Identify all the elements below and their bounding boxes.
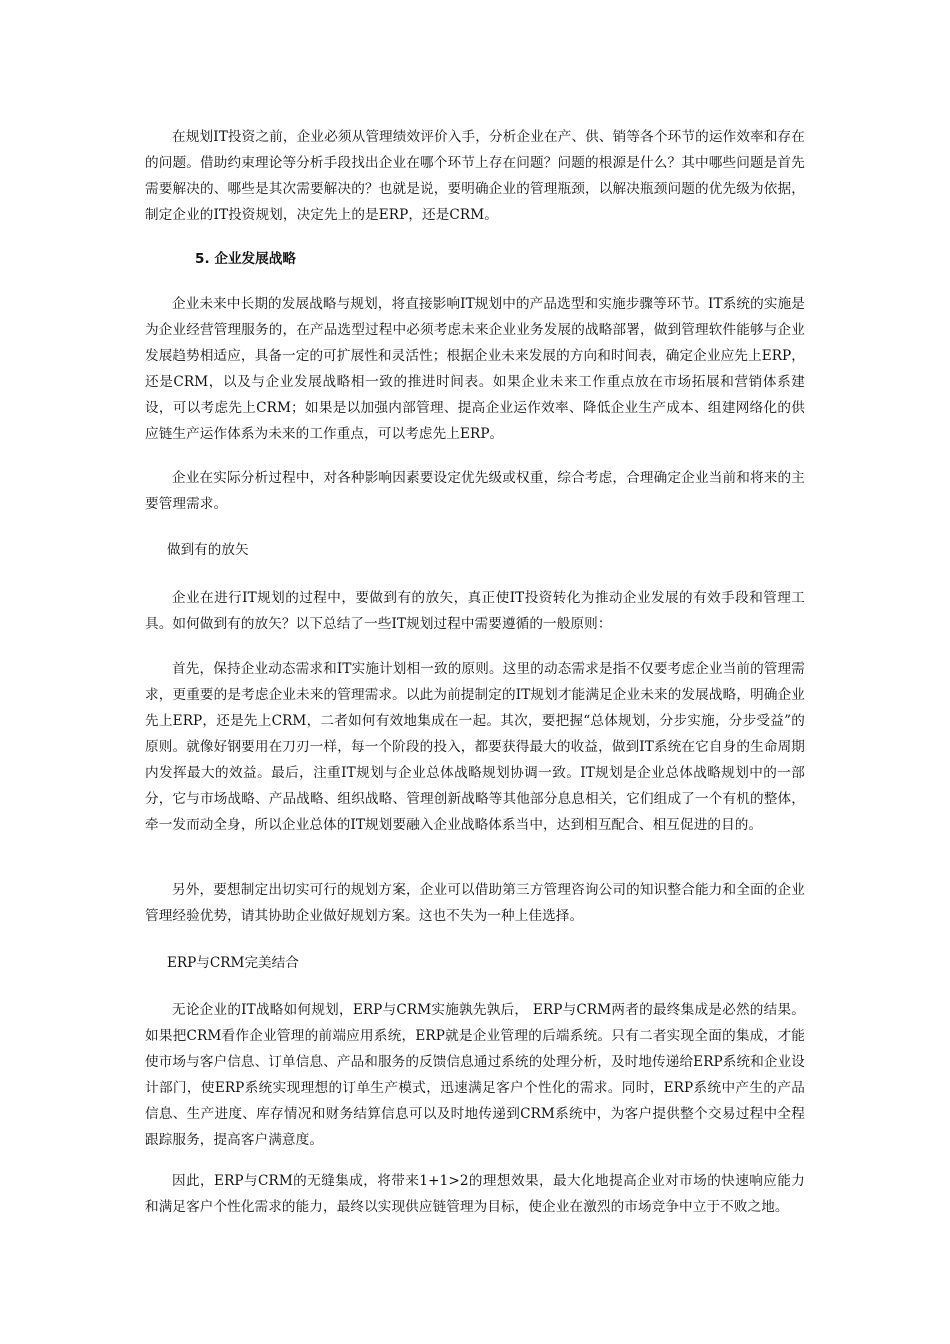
paragraph-third-party-consulting: 另外，要想制定出切实可行的规划方案，企业可以借助第三方管理咨询公司的知识整合能力和全面的企业管理经验优势，请其协助企业做好规划方案。这也不失为一种上佳选择。	[145, 882, 805, 924]
section-heading-development-strategy: 5. 企业发展战略	[195, 251, 296, 267]
paragraph-it-investment-planning: 在规划IT投资之前，企业必须从管理绩效评价入手，分析企业在产、供、销等各个环节的运作效率和存在的问题。借助约束理论等分析手段找出企业在哪个环节上存在问题？问题的根源是什么？其中哪些问题是首先需要解决的、哪些是其次需要解决的？也就是说，要明确企业的管理瓶颈，以解决瓶颈问题的优先级为依据，制定企业的IT投资规划，决定先上的是ERP，还是CRM。	[145, 129, 805, 223]
subheading-targeted-approach: 做到有的放矢	[167, 542, 249, 558]
paragraph-seamless-integration: 因此，ERP与CRM的无缝集成，将带来1+1>2的理想效果，最大化地提高企业对市场的快速响应能力和满足客户个性化需求的能力，最终以实现供应链管理为目标，使企业在激烈的市场竞争中立于不败之地。	[145, 1173, 805, 1215]
paragraph-development-strategy: 企业未来中长期的发展战略与规划，将直接影响IT规划中的产品选型和实施步骤等环节。IT系统的实施是为企业经营管理服务的，在产品选型过程中必须考虑未来企业业务发展的战略部署，做到管理软件能够与企业发展趋势相适应，具备一定的可扩展性和灵活性；根据企业未来发展的方向和时间表，确定企业应先上ERP，还是CRM，以及与企业发展战略相一致的推进时间表。如果企业未来工作重点放在市场拓展和营销体系建设，可以考虑先上CRM；如果是以加强内部管理、提高企业运作效率、降低企业生产成本、组建网络化的供应链生产运作体系为未来的工作重点，可以考虑先上ERP。	[145, 296, 805, 442]
paragraph-priority-analysis: 企业在实际分析过程中，对各种影响因素要设定优先级或权重，综合考虑，合理确定企业当前和将来的主要管理需求。	[145, 470, 805, 512]
paragraph-erp-crm-integration: 无论企业的IT战略如何规划，ERP与CRM实施孰先孰后， ERP与CRM两者的最终集成是必然的结果。如果把CRM看作企业管理的前端应用系统，ERP就是企业管理的后端系统。只有二者实现全面的集成，才能使市场与客户信息、订单信息、产品和服务的反馈信息通过系统的处理分析，及时地传递给ERP系统和企业设计部门，使ERP系统实现理想的订单生产模式，迅速满足客户个性化的需求。同时，ERP系统中产生的产品信息、生产进度、库存情况和财务结算信息可以及时地传递到CRM系统中，为客户提供整个交易过程中全程跟踪服务，提高客户满意度。	[145, 1002, 805, 1148]
paragraph-principles-detail: 首先，保持企业动态需求和IT实施计划相一致的原则。这里的动态需求是指不仅要考虑企业当前的管理需求，更重要的是考虑企业未来的管理需求。以此为前提制定的IT规划才能满足企业未来的发展战略，明确企业先上ERP，还是先上CRM，二者如何有效地集成在一起。其次，要把握“总体规划，分步实施，分步受益”的原则。就像好钢要用在刀刃一样，每一个阶段的投入，都要获得最大的收益，做到IT系统在它自身的生命周期内发挥最大的效益。最后，注重IT规划与企业总体战略规划协调一致。IT规划是企业总体战略规划中的一部分，它与市场战略、产品战略、组织战略、管理创新战略等其他部分息息相关，它们组成了一个有机的整体，牵一发而动全身，所以企业总体的IT规划要融入企业战略体系当中，达到相互配合、相互促进的目的。	[145, 661, 805, 833]
subheading-erp-crm-integration: ERP与CRM完美结合	[167, 955, 299, 971]
paragraph-it-planning-principles: 企业在进行IT规划的过程中，要做到有的放矢，真正使IT投资转化为推动企业发展的有效手段和管理工具。如何做到有的放矢？以下总结了一些IT规划过程中需要遵循的一般原则：	[145, 590, 805, 632]
